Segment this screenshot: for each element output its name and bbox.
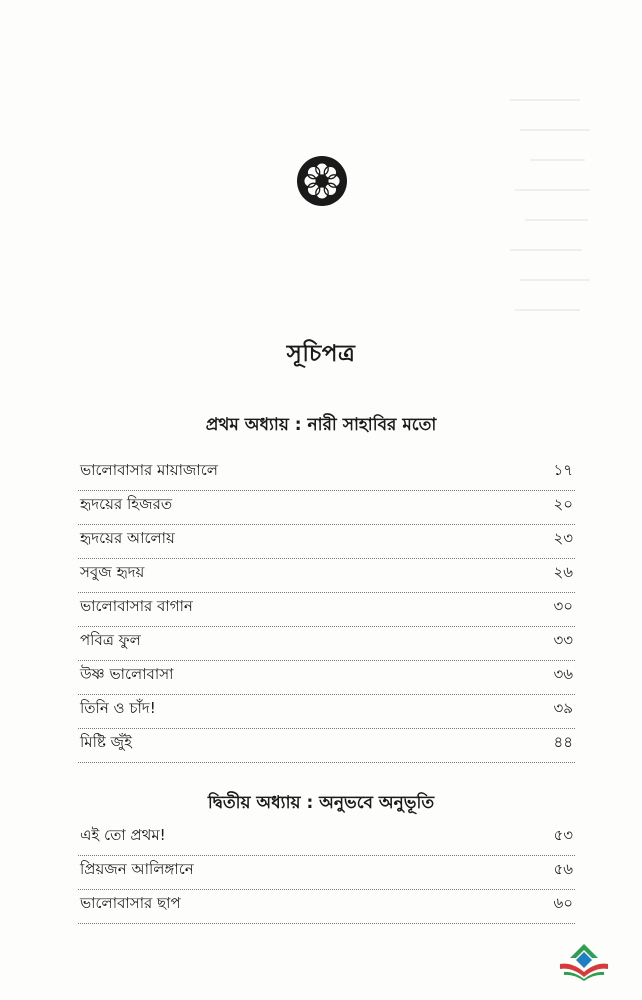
toc-entry-page: ২৬ xyxy=(553,563,573,581)
toc-entry-page: ১৭ xyxy=(553,461,573,479)
toc-entry-page: ৩৩ xyxy=(553,631,573,649)
show-through-lines xyxy=(470,90,600,350)
publisher-logo-icon xyxy=(556,942,612,982)
toc-entry-page: ৫৬ xyxy=(553,860,573,878)
chapter-2-heading: দ্বিতীয় অধ্যায় : অনুভবে অনুভূতি xyxy=(207,793,435,813)
toc-entry-title: হৃদয়ের আলোয় xyxy=(80,529,175,547)
toc-entry-page: ৫৩ xyxy=(553,826,573,844)
toc-entry-title: পবিত্র ফুল xyxy=(80,631,141,649)
toc-row[interactable] xyxy=(78,822,575,856)
toc-entry-title: প্রিয়জন আলিঙ্গানে xyxy=(80,860,194,878)
toc-row[interactable] xyxy=(78,729,575,763)
toc-entry-page: ২০ xyxy=(553,495,573,513)
toc-row[interactable] xyxy=(78,695,575,729)
toc-entry-title: ভালোবাসার মায়াজালে xyxy=(80,461,218,479)
toc-entry-page: ২৩ xyxy=(553,529,573,547)
toc-entry-page: ৪৪ xyxy=(553,733,573,751)
toc-entry-title: তিনি ও চাঁদ! xyxy=(80,699,156,717)
toc-entry-page: ৬০ xyxy=(553,894,573,912)
toc-entry-title: মিষ্টি জুঁই xyxy=(80,733,132,751)
toc-row[interactable] xyxy=(78,856,575,890)
toc-row[interactable] xyxy=(78,525,575,559)
toc-row[interactable] xyxy=(78,457,575,491)
chapter-2-toc xyxy=(78,822,575,924)
toc-row[interactable] xyxy=(78,559,575,593)
flower-ornament-icon xyxy=(296,155,348,207)
chapter-1-heading: প্রথম অধ্যায় : নারী সাহাবির মতো xyxy=(205,415,437,435)
toc-entry-page: ৩০ xyxy=(553,597,573,615)
page-title: সূচিপত্র xyxy=(286,341,356,367)
toc-entry-page: ৩৬ xyxy=(553,665,573,683)
toc-row[interactable] xyxy=(78,593,575,627)
toc-row[interactable] xyxy=(78,491,575,525)
toc-entry-title: ভালোবাসার ছাপ xyxy=(80,894,181,912)
toc-entry-title: ভালোবাসার বাগান xyxy=(80,597,193,615)
toc-row[interactable] xyxy=(78,627,575,661)
toc-row[interactable] xyxy=(78,661,575,695)
toc-entry-title: হৃদয়ের হিজরত xyxy=(80,495,173,513)
toc-entry-title: সবুজ হৃদয় xyxy=(80,563,145,581)
toc-entry-page: ৩৯ xyxy=(553,699,573,717)
toc-entry-title: উষ্ণ ভালোবাসা xyxy=(80,665,174,683)
toc-entry-title: এই তো প্রথম! xyxy=(80,826,166,844)
toc-row[interactable] xyxy=(78,890,575,924)
chapter-1-toc xyxy=(78,457,575,763)
